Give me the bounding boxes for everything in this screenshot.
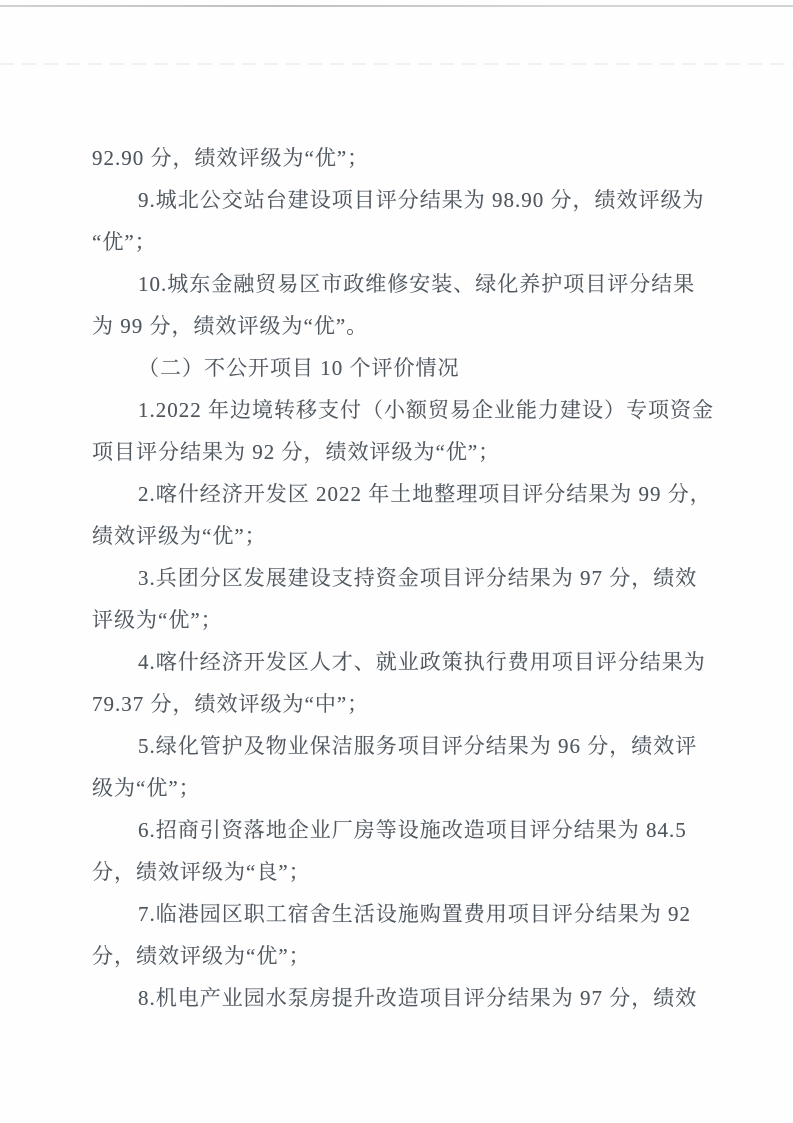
text-line: 级为“优”； — [92, 776, 201, 800]
text-line: 4.喀什经济开发区人才、就业政策执行费用项目评分结果为 — [138, 650, 706, 674]
text-line: 7.临港园区职工宿舍生活设施购置费用项目评分结果为 92 — [138, 902, 691, 926]
text-line: 评级为“优”； — [92, 608, 223, 632]
text-line: 2.喀什经济开发区 2022 年土地整理项目评分结果为 99 分， — [138, 482, 712, 506]
scan-artifact-faint-rule — [0, 63, 793, 65]
text-line: 分，绩效评级为“良”； — [92, 860, 311, 884]
text-line: 分，绩效评级为“优”； — [92, 944, 311, 968]
text-line: 8.机电产业园水泵房提升改造项目评分结果为 97 分，绩效 — [138, 986, 698, 1010]
text-line: 项目评分结果为 92 分，绩效评级为“优”； — [92, 440, 501, 464]
scan-artifact-top-line — [0, 5, 793, 7]
text-line: 6.招商引资落地企业厂房等设施改造项目评分结果为 84.5 — [138, 818, 687, 842]
text-line: 10.城东金融贸易区市政维修安装、绿化养护项目评分结果 — [138, 272, 696, 296]
text-line: 5.绿化管护及物业保洁服务项目评分结果为 96 分，绩效评 — [138, 734, 698, 758]
text-line: 1.2022 年边境转移支付（小额贸易企业能力建设）专项资金 — [138, 398, 714, 422]
text-line: （二）不公开项目 10 个评价情况 — [138, 356, 460, 380]
text-line: “优”； — [92, 230, 157, 254]
text-line: 9.城北公交站台建设项目评分结果为 98.90 分，绩效评级为 — [138, 188, 705, 212]
document-body — [92, 137, 732, 1019]
text-line: 92.90 分，绩效评级为“优”； — [92, 146, 370, 170]
text-line: 为 99 分，绩效评级为“优”。 — [92, 314, 369, 338]
text-line: 79.37 分，绩效评级为“中”； — [92, 692, 370, 716]
text-line: 绩效评级为“优”； — [92, 524, 267, 548]
text-line: 3.兵团分区发展建设支持资金项目评分结果为 97 分，绩效 — [138, 566, 698, 590]
